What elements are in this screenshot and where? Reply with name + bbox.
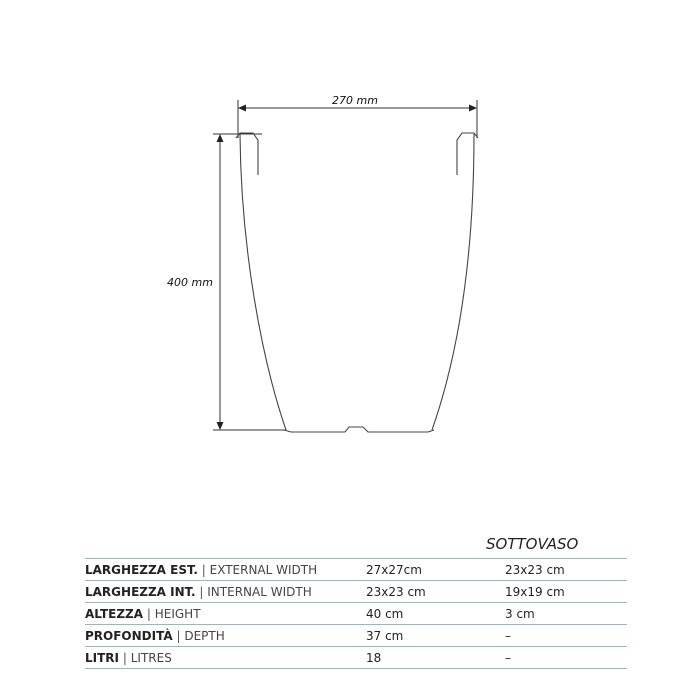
sottovaso-value: – bbox=[505, 647, 627, 669]
width-dimension bbox=[238, 94, 477, 138]
vaso-value: 18 bbox=[366, 647, 505, 669]
vaso-value: 40 cm bbox=[366, 603, 505, 625]
sottovaso-value: – bbox=[505, 625, 627, 647]
sottovaso-header: SOTTOVASO bbox=[486, 535, 579, 553]
label-english: DEPTH bbox=[184, 628, 225, 643]
row-label bbox=[85, 647, 366, 669]
table-row bbox=[85, 603, 627, 625]
vaso-value: 27x27cm bbox=[366, 559, 505, 581]
sottovaso-value: 3 cm bbox=[505, 603, 627, 625]
label-separator: | bbox=[146, 606, 151, 621]
label-english: HEIGHT bbox=[154, 606, 201, 621]
label-italian: ALTEZZA bbox=[85, 606, 144, 621]
vaso-value: 23x23 cm bbox=[366, 581, 505, 603]
row-label bbox=[85, 603, 366, 625]
vaso-value: 37 cm bbox=[366, 625, 505, 647]
label-english: LITRES bbox=[130, 650, 172, 665]
sottovaso-value: 23x23 cm bbox=[505, 559, 627, 581]
label-italian: LITRI bbox=[85, 650, 120, 665]
sottovaso-value: 19x19 cm bbox=[505, 581, 627, 603]
label-separator: | bbox=[176, 628, 181, 643]
label-italian: LARGHEZZA EST. bbox=[85, 562, 198, 577]
label-separator: | bbox=[199, 584, 204, 599]
table-row bbox=[85, 581, 627, 603]
label-english: EXTERNAL WIDTH bbox=[209, 562, 318, 577]
row-label bbox=[85, 625, 366, 647]
label-italian: LARGHEZZA INT. bbox=[85, 584, 196, 599]
specs-table bbox=[85, 558, 627, 669]
height-label: 400 mm bbox=[167, 276, 213, 289]
label-italian: PROFONDITÀ bbox=[85, 628, 173, 643]
row-label bbox=[85, 559, 366, 581]
table-row bbox=[85, 625, 627, 647]
height-dimension bbox=[167, 134, 286, 430]
label-separator: | bbox=[201, 562, 206, 577]
row-label bbox=[85, 581, 366, 603]
pot-outline bbox=[236, 133, 478, 432]
table-row bbox=[85, 647, 627, 669]
table-row bbox=[85, 559, 627, 581]
width-label: 270 mm bbox=[332, 94, 378, 107]
label-english: INTERNAL WIDTH bbox=[207, 584, 312, 599]
label-separator: | bbox=[122, 650, 127, 665]
